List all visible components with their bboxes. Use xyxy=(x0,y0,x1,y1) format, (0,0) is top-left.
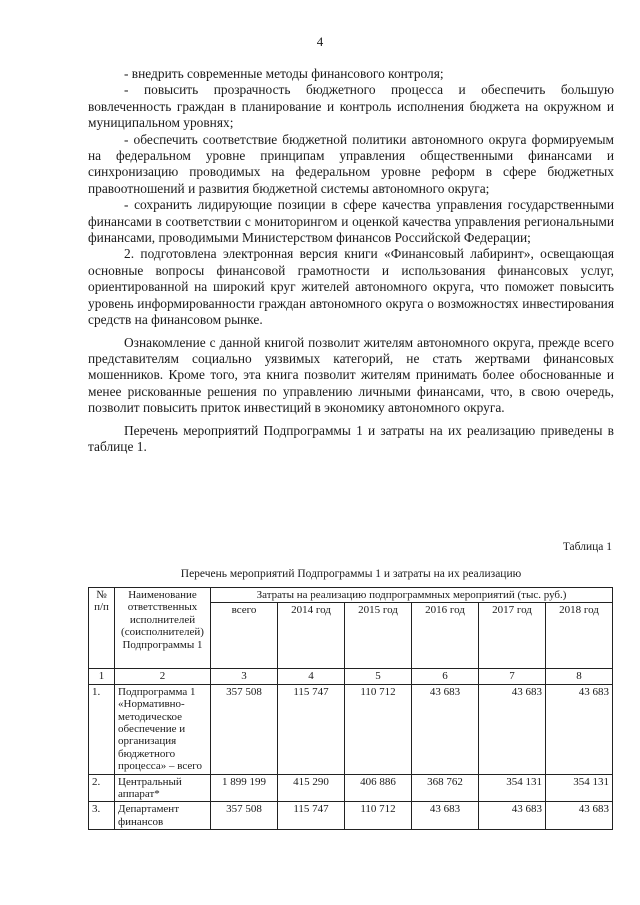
header-costs-group: Затраты на реализацию подпрограммных мероприятий (тыс. руб.) xyxy=(211,588,613,603)
column-index-row xyxy=(89,669,613,684)
cell-2014: 115 747 xyxy=(278,802,345,830)
paragraph: - сохранить лидирующие позиции в сфере качества управления государственными финансами в соответствии с мониторингом и оценкой качества управления региональными финансами, проводимыми Министерством финансов Российской Федерации; xyxy=(88,197,614,246)
column-index: 6 xyxy=(412,669,479,684)
table-caption: Перечень мероприятий Подпрограммы 1 и затраты на их реализацию xyxy=(180,568,522,580)
cell-2018: 43 683 xyxy=(546,684,613,774)
column-index: 1 xyxy=(89,669,115,684)
table-row xyxy=(89,684,613,774)
header-2016: 2016 год xyxy=(412,603,479,669)
column-index: 3 xyxy=(211,669,278,684)
column-index: 8 xyxy=(546,669,613,684)
paragraph: - обеспечить соответствие бюджетной политики автономного округа формируемым на федеральном уровне принципам управления общественными финансами и синхронизацию проводимых на федеральном уровне реформ в сфере бюджетных правоотношений и развития бюджетной системы автономного округа; xyxy=(88,131,614,196)
column-index: 5 xyxy=(345,669,412,684)
paragraph: Перечень мероприятий Подпрограммы 1 и затраты на их реализацию приведены в таблице 1. xyxy=(88,422,614,454)
table-row xyxy=(89,802,613,830)
row-name: Подпрограмма 1 «Нормативно-методическое обеспечение и организация бюджетного процесса» – всего xyxy=(115,684,211,774)
document-body xyxy=(88,66,614,455)
cell-2018: 354 131 xyxy=(546,774,613,802)
cell-2015: 406 886 xyxy=(345,774,412,802)
row-name: Центральный аппарат* xyxy=(115,774,211,802)
table-header-row xyxy=(89,588,613,603)
cell-2016: 43 683 xyxy=(412,684,479,774)
cell-2018: 43 683 xyxy=(546,802,613,830)
header-2018: 2018 год xyxy=(546,603,613,669)
row-name: Департамент финансов xyxy=(115,802,211,830)
paragraph: Ознакомление с данной книгой позволит жителям автономного округа, прежде всего представителям социально уязвимых категорий, не стать жертвами финансовых мошенников. Кроме того, эта книга позволит жителям принимать более обоснованные и менее рискованные решения по управлению личными финансами, что, в свою очередь, позволит повысить приток инвестиций в экономику автономного округа. xyxy=(88,334,614,416)
column-index: 4 xyxy=(278,669,345,684)
table-row xyxy=(89,774,613,802)
cell-2016: 368 762 xyxy=(412,774,479,802)
page-number: 4 xyxy=(316,34,324,49)
cell-total: 357 508 xyxy=(211,802,278,830)
column-index: 2 xyxy=(115,669,211,684)
column-index: 7 xyxy=(479,669,546,684)
cell-2015: 110 712 xyxy=(345,684,412,774)
row-number: 3. xyxy=(89,802,115,830)
cell-2017: 43 683 xyxy=(479,802,546,830)
cell-2014: 415 290 xyxy=(278,774,345,802)
cell-2014: 115 747 xyxy=(278,684,345,774)
table-label: Таблица 1 xyxy=(562,541,612,553)
header-2015: 2015 год xyxy=(345,603,412,669)
cell-2017: 354 131 xyxy=(479,774,546,802)
header-total: всего xyxy=(211,603,278,669)
cell-2017: 43 683 xyxy=(479,684,546,774)
cell-total: 1 899 199 xyxy=(211,774,278,802)
paragraph: 2. подготовлена электронная версия книги «Финансовый лабиринт», освещающая основные вопросы финансовой грамотности и использования финансовых услуг, ориентированной на широкий круг жителей автономного округа, что поможет повысить уровень информированности граждан автономного округа о возможностях инвестирования средств на финансовом рынке. xyxy=(88,246,614,328)
row-number: 2. xyxy=(89,774,115,802)
paragraph: - внедрить современные методы финансового контроля; xyxy=(124,66,444,81)
header-2014: 2014 год xyxy=(278,603,345,669)
cell-total: 357 508 xyxy=(211,684,278,774)
row-number: 1. xyxy=(89,684,115,774)
header-name: Наименование ответственных исполнителей (соисполнителей) Подпрограммы 1 xyxy=(115,588,211,669)
header-2017: 2017 год xyxy=(479,603,546,669)
cell-2016: 43 683 xyxy=(412,802,479,830)
header-num: № п/п xyxy=(89,588,115,669)
costs-table xyxy=(88,587,613,830)
paragraph: - повысить прозрачность бюджетного процесса и обеспечить большую вовлеченность граждан в планирование и контроль исполнения бюджета на окружном и муниципальном уровнях; xyxy=(88,82,614,131)
cell-2015: 110 712 xyxy=(345,802,412,830)
